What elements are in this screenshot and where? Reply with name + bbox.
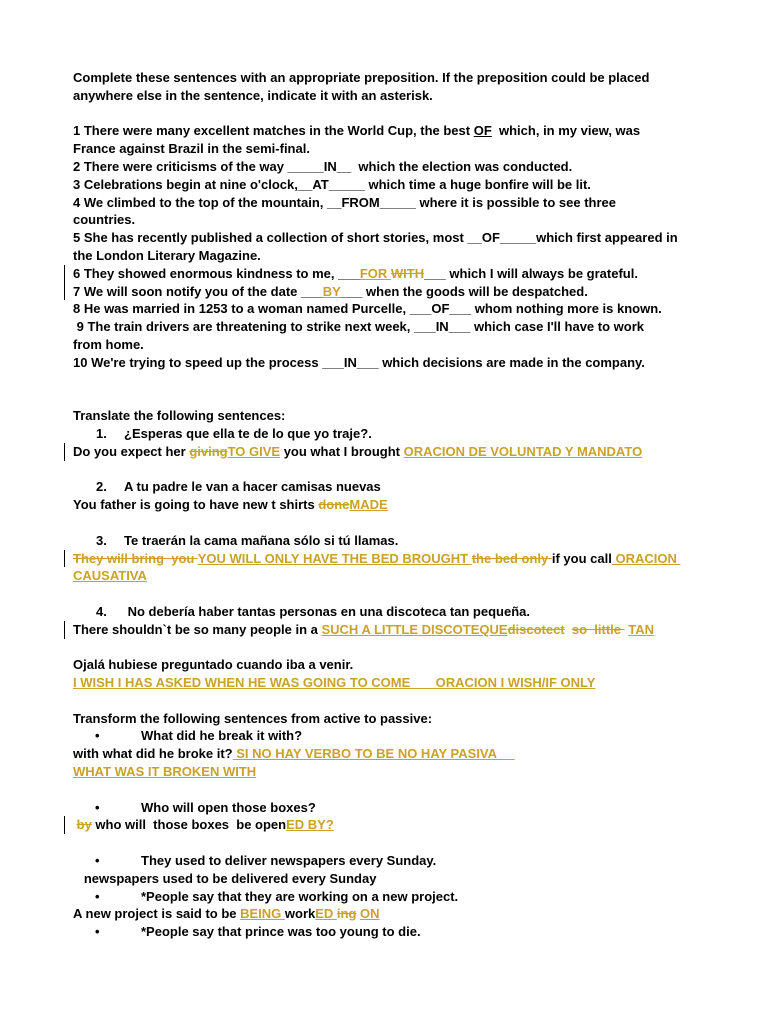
inserted-text: MADE	[349, 497, 388, 513]
sentence-3: 3 Celebrations begin at nine o'clock,__AT_____ which time a huge bonfire will be lit.	[73, 176, 591, 192]
translate-item-2: 2. A tu padre le van a hacer camisas nuevas	[96, 479, 381, 495]
translate-answer-3-cont	[73, 567, 703, 585]
transform-bullet-1: • What did he break it with?	[95, 728, 303, 744]
inserted-text: WHAT WAS IT BROKEN WITH	[73, 764, 257, 780]
inserted-text: TO GIVE	[227, 443, 281, 459]
change-bar	[64, 621, 65, 639]
change-bar	[64, 283, 65, 301]
answer-1: OF	[473, 123, 492, 139]
sentence-10: 10 We're trying to speed up the process ___IN___ which decisions are made in the company.	[73, 354, 645, 370]
sentence-9: 9 The train drivers are threatening to strike next week, ___IN___ which case I'll have to work	[73, 319, 644, 335]
transform-bullet-3: • They used to deliver newspapers every Sunday.	[95, 853, 437, 869]
change-bar	[64, 816, 65, 834]
inserted-text: YOU WILL ONLY HAVE THE BED BROUGHT	[197, 550, 472, 566]
intro-line-1: Complete these sentences with an appropriate preposition. If the preposition could be placed	[73, 70, 650, 85]
transform-heading: Transform the following sentences from active to passive:	[73, 710, 433, 726]
inserted-text: BEING	[240, 906, 285, 922]
translate-answer-2: You father is going to have new t shirts doneMADE	[73, 497, 388, 513]
comment-text: ORACION	[611, 550, 681, 566]
sentence-6: 6 They showed enormous kindness to me, ___FOR WITH___ which I will always be grateful.	[73, 265, 703, 283]
translate-item-1: 1. ¿Esperas que ella te de lo que yo traje?.	[96, 425, 372, 441]
deleted-text: by	[76, 817, 92, 833]
sentence-1-cont: France against Brazil in the semi-final.	[73, 141, 310, 157]
transform-bullet-5: • *People say that prince was too young to die.	[95, 924, 421, 940]
transform-bullet-2: • Who will open those boxes?	[95, 799, 316, 815]
deleted-text: done	[318, 497, 350, 513]
deleted-text: They will bring you	[73, 550, 198, 566]
inserted-text: TAN	[628, 621, 655, 637]
deleted-text: so little	[571, 621, 625, 637]
deleted-text: WITH	[390, 265, 425, 281]
deleted-text: discotect	[507, 621, 565, 637]
transform-answer-1-cont	[73, 763, 703, 781]
intro-line-2: anywhere else in the sentence, indicate it with an asterisk.	[73, 87, 433, 103]
inserted-text: BY	[322, 283, 341, 299]
wish-source: Ojalá hubiese preguntado cuando iba a venir.	[73, 657, 354, 673]
change-bar	[64, 443, 65, 461]
inserted-text: ON	[360, 906, 380, 922]
change-bar	[64, 265, 65, 283]
inserted-text: SUCH A LITTLE DISCOTEQUE	[321, 621, 508, 637]
transform-answer-1: with what did he broke it? SI NO HAY VERBO TO BE NO HAY PASIVA	[73, 746, 515, 762]
translate-answer-1: Do you expect her givingTO GIVE you what I brought ORACION DE VOLUNTAD Y MANDATO	[73, 443, 703, 461]
comment-text: CAUSATIVA	[73, 568, 147, 584]
document-page	[73, 69, 703, 941]
deleted-text: the bed only	[471, 550, 552, 566]
transform-bullet-4: • *People say that they are working on a new project.	[95, 888, 459, 904]
sentence-4: 4 We climbed to the top of the mountain, __FROM_____ where it is possible to see three	[73, 194, 616, 210]
inserted-text: ED BY?	[286, 817, 334, 833]
deleted-text: giving	[189, 443, 228, 459]
translate-answer-4: There shouldn`t be so many people in a SUCH A LITTLE DISCOTEQUEdiscotect so little TAN	[73, 621, 703, 639]
sentence-9-cont: from home.	[73, 336, 144, 352]
sentence-8: 8 He was married in 1253 to a woman named Purcelle, ___OF___ whom nothing more is known.	[73, 301, 662, 317]
comment-text: ORACION DE VOLUNTAD Y MANDATO	[403, 443, 643, 459]
deleted-text: ing	[336, 906, 357, 922]
change-bar	[64, 550, 65, 568]
sentence-1: 1 There were many excellent matches in the World Cup, the best OF which, in my view, was	[73, 123, 641, 139]
transform-answer-4: A new project is said to be BEING workED ing ON	[73, 906, 380, 922]
inserted-text: ED	[315, 906, 337, 922]
transform-answer-3: newspapers used to be delivered every Sunday	[83, 870, 377, 886]
sentence-5-cont: the London Literary Magazine.	[73, 247, 261, 263]
translate-item-3: 3. Te traerán la cama mañana sólo si tú llamas.	[96, 532, 399, 548]
sentence-2: 2 There were criticisms of the way _____IN__ which the election was conducted.	[73, 158, 573, 174]
translate-answer-3: They will bring you YOU WILL ONLY HAVE THE BED BROUGHT the bed only if you call ORACION	[73, 550, 703, 568]
sentence-4-cont: countries.	[73, 212, 136, 228]
translate-heading: Translate the following sentences:	[73, 408, 286, 424]
wish-answer: I WISH I HAS ASKED WHEN HE WAS GOING TO COME ORACION I WISH/IF ONLY	[73, 675, 596, 691]
translate-item-4: 4. No debería haber tantas personas en una discoteca tan pequeña.	[96, 603, 531, 619]
inserted-text: FOR	[359, 265, 391, 281]
sentence-7: 7 We will soon notify you of the date ___BY___ when the goods will be despatched.	[73, 283, 703, 301]
transform-answer-2: by who will those boxes be openED BY?	[73, 816, 703, 834]
sentence-5: 5 She has recently published a collection of short stories, most __OF_____which first appeared in	[73, 230, 678, 246]
comment-text: SI NO HAY VERBO TO BE NO HAY PASIVA	[232, 746, 515, 762]
